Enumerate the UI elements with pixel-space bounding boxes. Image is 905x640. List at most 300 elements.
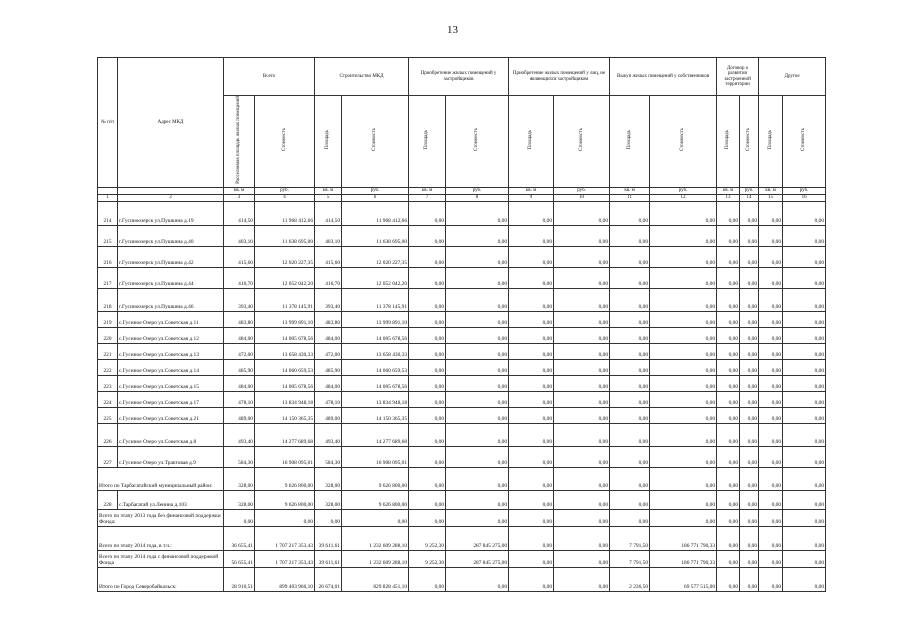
table-row: [98, 446, 826, 467]
table-cell: 416,70: [315, 267, 342, 288]
table-cell: 11 968 412,66: [255, 201, 315, 225]
table-cell: 0,00: [509, 311, 554, 327]
table-cell: 9 626 800,00: [255, 490, 315, 509]
header-group-other: Другое: [759, 58, 826, 96]
table-cell: 472,00: [224, 343, 255, 359]
table-cell: 0,00: [315, 509, 342, 526]
table-cell: 12 052 042,20: [255, 267, 315, 288]
table-cell: 0,00: [610, 311, 650, 327]
table-cell: 0,00: [717, 407, 740, 423]
table-cell: 11 638 695,00: [255, 225, 315, 246]
sub-header-area: Площадь: [767, 130, 773, 150]
table-cell: 39 611,61: [315, 550, 342, 567]
row-number: 216: [98, 246, 118, 267]
table-cell: 0,00: [554, 288, 610, 311]
table-cell: 0,00: [650, 407, 717, 423]
row-number: 218: [98, 288, 118, 311]
table-cell: 0,00: [409, 407, 446, 423]
total-row: [98, 550, 826, 567]
row-address: г.Гусиноозерск ул.Пушкина д.44: [118, 267, 224, 288]
table-cell: 0,00: [740, 526, 759, 550]
table-cell: 483,80: [315, 311, 342, 327]
row-address: с.Гусиное Озеро ул.Советская д.12: [118, 327, 224, 343]
header-group-development: Договор о развитии застроенной территории: [717, 58, 759, 96]
header-num: № п/п: [98, 58, 118, 188]
table-cell: 13 999 891,10: [255, 311, 315, 327]
table-cell: 0,00: [610, 201, 650, 225]
table-cell: 0,00: [717, 359, 740, 375]
table-cell: 0,00: [255, 509, 315, 526]
table-cell: 328,00: [224, 490, 255, 509]
table-cell: 0,00: [509, 391, 554, 407]
sub-header-cost: Стоимость: [746, 128, 752, 152]
table-cell: 403,10: [224, 225, 255, 246]
table-cell: 483,80: [224, 311, 255, 327]
table-cell: 0,00: [446, 225, 509, 246]
sub-header-cost: Стоимость: [372, 128, 378, 152]
table-cell: 0,00: [650, 359, 717, 375]
table-row: [98, 288, 826, 311]
table-cell: 9 626 800,00: [342, 467, 409, 490]
row-number: 214: [98, 201, 118, 225]
row-address: с.Гусиное Озеро ул.Советская д.21: [118, 407, 224, 423]
table-cell: 0,00: [717, 423, 740, 446]
col-number: 13: [717, 194, 740, 201]
table-cell: 2 236,50: [610, 567, 650, 591]
total-label: Итого по Тарбагатайский муниципальный район:: [98, 467, 224, 490]
table-cell: 14 005 678,56: [255, 375, 315, 391]
table-cell: 0,00: [554, 391, 610, 407]
table-cell: 0,00: [610, 375, 650, 391]
table-cell: 0,00: [759, 359, 783, 375]
total-row: [98, 509, 826, 526]
table-cell: 0,00: [650, 225, 717, 246]
unit: кв. м: [409, 187, 446, 194]
table-cell: 0,00: [717, 288, 740, 311]
table-cell: 0,00: [409, 327, 446, 343]
total-label: Всего по этапу 2014 года с финансовой поддержкой Фонда: [98, 550, 224, 567]
table-cell: 0,00: [446, 567, 509, 591]
table-cell: 0,00: [650, 288, 717, 311]
table-cell: 0,00: [650, 375, 717, 391]
sub-header-area: Площадь: [325, 130, 331, 150]
table-cell: 0,00: [759, 391, 783, 407]
table-cell: 13 658 430,33: [342, 343, 409, 359]
table-cell: 0,00: [740, 509, 759, 526]
table-cell: 7 791,50: [610, 526, 650, 550]
table-cell: 11 638 695,00: [342, 225, 409, 246]
table-cell: 0,00: [759, 288, 783, 311]
row-address: с.Гусиное Озеро ул.Советская д.11: [118, 311, 224, 327]
table-cell: 0,00: [717, 467, 740, 490]
table-cell: 0,00: [446, 423, 509, 446]
table-cell: 14 060 659,53: [342, 359, 409, 375]
table-cell: 0,00: [759, 343, 783, 359]
table-cell: 0,00: [610, 288, 650, 311]
table-row: [98, 343, 826, 359]
table-body: [98, 201, 826, 591]
table-cell: 0,00: [759, 311, 783, 327]
col-number: 8: [446, 194, 509, 201]
table-cell: 0,00: [650, 391, 717, 407]
table-cell: 0,00: [759, 567, 783, 591]
unit: кв. м: [717, 187, 740, 194]
row-number: 223: [98, 375, 118, 391]
table-cell: 9 626 800,00: [342, 490, 409, 509]
table-cell: 0,00: [509, 343, 554, 359]
table-cell: 0,00: [554, 246, 610, 267]
table-cell: 0,00: [446, 288, 509, 311]
table-cell: 0,00: [409, 567, 446, 591]
table-cell: 0,00: [509, 490, 554, 509]
sub-header-area: Площадь: [528, 130, 534, 150]
table-cell: 0,00: [783, 311, 826, 327]
table-cell: 0,00: [759, 550, 783, 567]
table-cell: 26 674,01: [315, 567, 342, 591]
table-cell: 0,00: [409, 391, 446, 407]
table-cell: 0,00: [554, 225, 610, 246]
row-address: с.Тарбагатай ул.Ленина д.103: [118, 490, 224, 509]
table-cell: 14 060 659,53: [255, 359, 315, 375]
table-cell: 0,00: [409, 359, 446, 375]
table-cell: 0,00: [554, 201, 610, 225]
table-cell: 0,00: [446, 509, 509, 526]
page-number: 13: [447, 24, 458, 36]
row-address: с.Гусиное Озеро ул.Советская д.17: [118, 391, 224, 407]
table-cell: 0,00: [554, 375, 610, 391]
table-cell: 0,00: [554, 446, 610, 467]
table-cell: 186 771 790,33: [650, 526, 717, 550]
table-cell: 14 150 365,35: [342, 407, 409, 423]
table-cell: 0,00: [509, 246, 554, 267]
header-address: Адрес МКД: [118, 58, 224, 188]
col-number: 5: [315, 194, 342, 201]
row-address: с.Гусиное Озеро ул.Советская д.14: [118, 359, 224, 375]
table-cell: 0,00: [554, 267, 610, 288]
table-cell: 0,00: [650, 311, 717, 327]
table-cell: 0,00: [650, 343, 717, 359]
table-cell: 472,00: [315, 343, 342, 359]
table-cell: 0,00: [740, 446, 759, 467]
table-cell: 328,00: [315, 490, 342, 509]
table-cell: 478,10: [224, 391, 255, 407]
table-cell: 0,00: [783, 201, 826, 225]
table-cell: 13 834 948,18: [342, 391, 409, 407]
row-number: 227: [98, 446, 118, 467]
table-cell: 186 771 790,33: [650, 550, 717, 567]
row-address: с.Гусиное Озеро ул.Советская д.13: [118, 343, 224, 359]
table-row: [98, 359, 826, 375]
header-group-construction: Строительство МКД: [315, 58, 409, 96]
table-row: [98, 246, 826, 267]
table-cell: 414,50: [315, 201, 342, 225]
total-label: Всего по этапу 2013 года без финансовой поддержки Фонда:: [98, 509, 224, 526]
total-label: Итого по Город Северобайкальск:: [98, 567, 224, 591]
table-cell: 0,00: [717, 201, 740, 225]
table-cell: 14 277 689,68: [342, 423, 409, 446]
table-cell: 0,00: [740, 359, 759, 375]
row-address: с.Гусиное Озеро ул.Советская д.8: [118, 423, 224, 446]
table-cell: 16 908 095,01: [255, 446, 315, 467]
table-cell: 13 999 891,10: [342, 311, 409, 327]
table-row: [98, 327, 826, 343]
header-group-buyout: Выкуп жилых помещений у собственников: [610, 58, 717, 96]
table-cell: 1 232 609 288,10: [342, 550, 409, 567]
table-cell: 11 968 412,66: [342, 201, 409, 225]
table-cell: 0,00: [783, 359, 826, 375]
table-row: [98, 311, 826, 327]
row-address: г.Гусиноозерск ул.Пушкина д.19: [118, 201, 224, 225]
table-cell: 484,00: [315, 375, 342, 391]
row-number: 228: [98, 490, 118, 509]
table-cell: 414,50: [224, 201, 255, 225]
sub-header-area: Площадь: [626, 130, 632, 150]
table-cell: 0,00: [783, 375, 826, 391]
table-cell: 0,00: [554, 407, 610, 423]
table-cell: 0,00: [717, 446, 740, 467]
table-cell: 0,00: [650, 509, 717, 526]
unit: руб.: [446, 187, 509, 194]
table-row: [98, 490, 826, 509]
table-cell: 0,00: [342, 509, 409, 526]
table-cell: 0,00: [554, 343, 610, 359]
table-cell: 39 611,61: [315, 526, 342, 550]
col-number: 6: [342, 194, 409, 201]
total-label: Всего по этапу 2014 года, в т.ч.:: [98, 526, 224, 550]
table-cell: 0,00: [409, 423, 446, 446]
table-cell: 287 845 275,00: [446, 550, 509, 567]
unit: кв. м: [224, 187, 255, 194]
table-cell: 0,00: [650, 446, 717, 467]
table-cell: 12 020 227,35: [342, 246, 409, 267]
table-cell: 328,00: [315, 467, 342, 490]
row-address: с.Гусиное Озеро ул.Советская д.15: [118, 375, 224, 391]
unit: руб.: [650, 187, 717, 194]
table-cell: 0,00: [783, 526, 826, 550]
table-cell: 11 378 145,91: [342, 288, 409, 311]
row-number: 224: [98, 391, 118, 407]
unit: кв. м: [315, 187, 342, 194]
header-group-purchase-developers: Приобретение жилых помещений у застройщиков: [409, 58, 509, 96]
table-cell: 415,60: [224, 246, 255, 267]
table-cell: 0,00: [783, 467, 826, 490]
col-number: 15: [759, 194, 783, 201]
table-cell: 0,00: [610, 407, 650, 423]
table-cell: 0,00: [610, 327, 650, 343]
table-cell: 13 658 430,33: [255, 343, 315, 359]
unit: кв. м: [509, 187, 554, 194]
row-number: 217: [98, 267, 118, 288]
sub-header-cost: Стоимость: [578, 128, 584, 152]
table-cell: 0,00: [610, 343, 650, 359]
table-cell: 9 252,30: [409, 550, 446, 567]
row-number: 215: [98, 225, 118, 246]
table-cell: 0,00: [509, 327, 554, 343]
unit: руб.: [342, 187, 409, 194]
table-cell: 0,00: [554, 311, 610, 327]
table-cell: 0,00: [409, 288, 446, 311]
table-cell: 0,00: [446, 446, 509, 467]
table-cell: 0,00: [759, 375, 783, 391]
sub-header-area-resettled: Расселяемая площадь жилых помещений: [236, 96, 242, 184]
table-cell: 0,00: [509, 359, 554, 375]
table-cell: 493,40: [224, 423, 255, 446]
table-cell: 416,70: [224, 267, 255, 288]
table-cell: 0,00: [409, 311, 446, 327]
table-cell: 14 005 678,56: [255, 327, 315, 343]
table-cell: 0,00: [717, 267, 740, 288]
table-cell: 0,00: [446, 407, 509, 423]
table-cell: 0,00: [783, 407, 826, 423]
table-cell: 0,00: [783, 267, 826, 288]
table-cell: 0,00: [759, 446, 783, 467]
table-cell: 0,00: [509, 225, 554, 246]
table-cell: 0,00: [783, 423, 826, 446]
table-cell: 0,00: [740, 246, 759, 267]
table-cell: 0,00: [740, 550, 759, 567]
unit: руб.: [783, 187, 826, 194]
table-cell: 0,00: [717, 225, 740, 246]
row-number: 225: [98, 407, 118, 423]
row-number: 226: [98, 423, 118, 446]
table-cell: 28 910,51: [224, 567, 255, 591]
table-cell: 0,00: [446, 375, 509, 391]
table-cell: 0,00: [740, 567, 759, 591]
table-cell: 0,00: [783, 490, 826, 509]
table-cell: 0,00: [446, 467, 509, 490]
table-cell: 0,00: [554, 467, 610, 490]
col-number: 9: [509, 194, 554, 201]
table-cell: 0,00: [509, 567, 554, 591]
table-cell: 493,40: [315, 423, 342, 446]
unit: кв. м: [759, 187, 783, 194]
table-cell: 0,00: [509, 550, 554, 567]
header-group-row: [98, 58, 826, 96]
table-cell: 0,00: [740, 423, 759, 446]
table-cell: 0,00: [446, 201, 509, 225]
table-cell: 0,00: [783, 550, 826, 567]
table-cell: 0,00: [759, 423, 783, 446]
table-cell: 0,00: [610, 391, 650, 407]
table-cell: 484,00: [315, 327, 342, 343]
table-cell: 0,00: [650, 267, 717, 288]
resettlement-table: [97, 57, 826, 592]
table-cell: 0,00: [446, 359, 509, 375]
sub-header-cost: Стоимость: [281, 128, 287, 152]
total-row: [98, 467, 826, 490]
table-cell: 0,00: [446, 246, 509, 267]
table-cell: 0,00: [554, 526, 610, 550]
table-cell: 0,00: [759, 467, 783, 490]
table-cell: 0,00: [759, 201, 783, 225]
table-cell: 1 707 217 353,43: [255, 550, 315, 567]
table-cell: 485,90: [224, 359, 255, 375]
table-cell: 1 232 609 288,10: [342, 526, 409, 550]
table-cell: 287 845 275,00: [446, 526, 509, 550]
col-number: 2: [118, 194, 224, 201]
table-cell: 0,00: [717, 343, 740, 359]
table-cell: 0,00: [446, 391, 509, 407]
table-cell: 0,00: [717, 311, 740, 327]
table-cell: 16 908 095,01: [342, 446, 409, 467]
table-cell: 11 378 145,91: [255, 288, 315, 311]
row-number: 219: [98, 311, 118, 327]
table-cell: 0,00: [650, 467, 717, 490]
col-number: 7: [409, 194, 446, 201]
col-number: 11: [610, 194, 650, 201]
table-cell: 0,00: [717, 375, 740, 391]
table-cell: 0,00: [509, 526, 554, 550]
table-cell: 0,00: [446, 343, 509, 359]
table-cell: 899 403 966,10: [255, 567, 315, 591]
table-cell: 0,00: [409, 509, 446, 526]
table-cell: 0,00: [409, 490, 446, 509]
table-cell: 0,00: [783, 288, 826, 311]
table-cell: 0,00: [759, 327, 783, 343]
table-cell: 489,00: [315, 407, 342, 423]
table-cell: 0,00: [783, 509, 826, 526]
table-cell: 14 277 689,68: [255, 423, 315, 446]
table-cell: 0,00: [409, 375, 446, 391]
table-cell: 13 834 948,18: [255, 391, 315, 407]
table-cell: 403,10: [315, 225, 342, 246]
unit: руб.: [255, 187, 315, 194]
table-cell: 584,30: [224, 446, 255, 467]
table-cell: 0,00: [446, 327, 509, 343]
table-cell: 0,00: [409, 467, 446, 490]
table-cell: 0,00: [446, 311, 509, 327]
unit: кв. м: [610, 187, 650, 194]
table-cell: 0,00: [650, 490, 717, 509]
table-cell: 0,00: [717, 490, 740, 509]
table-cell: 0,00: [740, 467, 759, 490]
table-cell: 0,00: [409, 446, 446, 467]
table-cell: 0,00: [717, 246, 740, 267]
sub-header-area: Площадь: [424, 130, 430, 150]
table-cell: 0,00: [783, 567, 826, 591]
row-number: 221: [98, 343, 118, 359]
table-cell: 0,00: [740, 407, 759, 423]
table-cell: 0,00: [224, 509, 255, 526]
table-cell: 0,00: [554, 567, 610, 591]
table-cell: 0,00: [759, 490, 783, 509]
table-cell: 489,00: [224, 407, 255, 423]
table-cell: 36 655,41: [224, 526, 255, 550]
table-row: [98, 407, 826, 423]
table-cell: 0,00: [554, 359, 610, 375]
table-cell: 0,00: [610, 359, 650, 375]
col-number: 4: [255, 194, 315, 201]
table-cell: 0,00: [783, 225, 826, 246]
table-cell: 0,00: [740, 327, 759, 343]
sub-header-cost: Стоимость: [474, 128, 480, 152]
units-row: [98, 187, 826, 194]
table-cell: 7 791,50: [610, 550, 650, 567]
table-cell: 0,00: [759, 225, 783, 246]
table-cell: 0,00: [554, 509, 610, 526]
table-cell: 0,00: [717, 550, 740, 567]
table-cell: 484,00: [224, 375, 255, 391]
table-cell: 0,00: [650, 423, 717, 446]
table-row: [98, 375, 826, 391]
table-cell: 0,00: [740, 225, 759, 246]
table-cell: 0,00: [717, 509, 740, 526]
table-cell: 393,40: [315, 288, 342, 311]
table-cell: 12 020 227,35: [255, 246, 315, 267]
table-cell: 69 577 515,00: [650, 567, 717, 591]
header-group-total: Всего: [224, 58, 315, 96]
table-cell: 0,00: [740, 311, 759, 327]
